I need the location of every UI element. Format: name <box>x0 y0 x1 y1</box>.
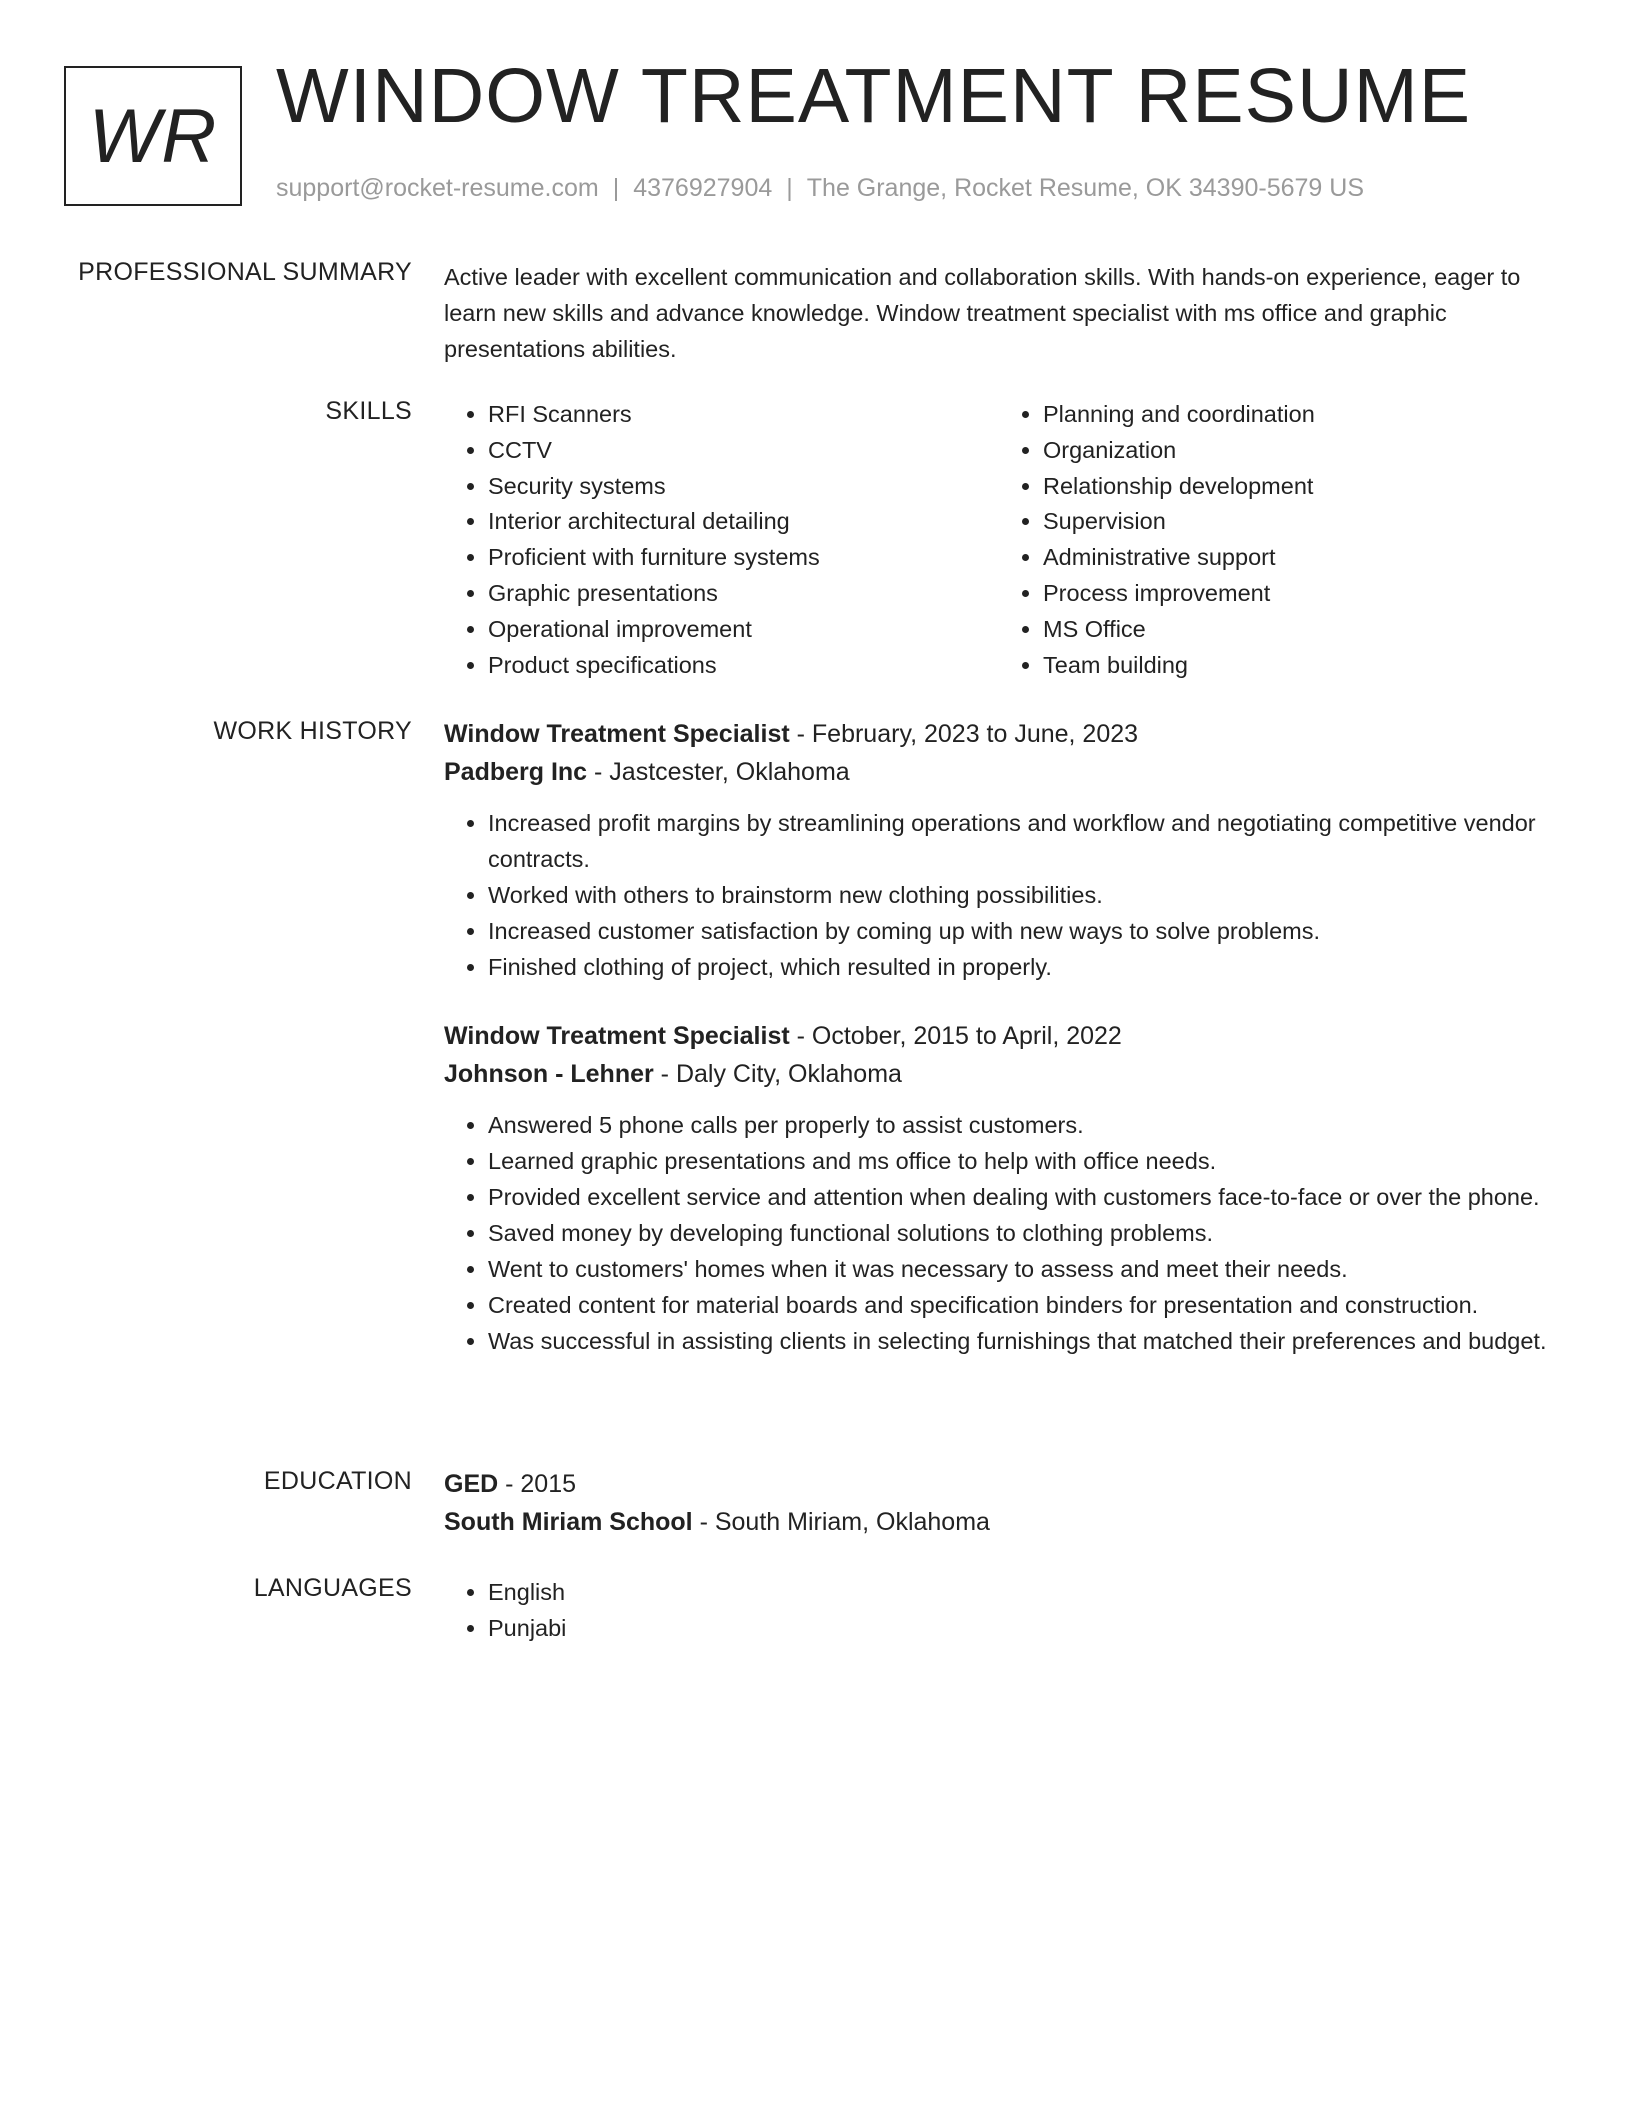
skill-item: • Proficient with furniture systems <box>488 540 999 576</box>
job-location: - Jastcester, Oklahoma <box>587 758 850 786</box>
job-bullet: • Saved money by developing functional solutions to clothing problems. <box>488 1215 1554 1251</box>
contact-phone[interactable]: 4376927904 <box>633 174 773 202</box>
skill-item: • RFI Scanners <box>488 397 999 433</box>
skill-item: • Interior architectural detailing <box>488 504 999 540</box>
skills-list-right <box>999 397 1554 683</box>
contact-separator: | <box>612 174 620 202</box>
job-company: Padberg Inc <box>444 758 588 786</box>
contact-email[interactable]: support@rocket-resume.com <box>276 174 599 202</box>
language-item: • English <box>488 1574 1554 1610</box>
skill-item: • Security systems <box>488 469 999 505</box>
job-bullet: • Learned graphic presentations and ms office to help with office needs. <box>488 1143 1554 1179</box>
job-bullet: • Created content for material boards and specification binders for presentation and construction. <box>488 1287 1554 1323</box>
work-history-heading: WORK HISTORY <box>213 717 412 745</box>
job-bullet: • Worked with others to brainstorm new clothing possibilities. <box>488 877 1554 913</box>
skill-item: • Planning and coordination <box>1043 397 1554 433</box>
skill-item: • Graphic presentations <box>488 576 999 612</box>
job-bullet: • Increased customer satisfaction by coming up with new ways to solve problems. <box>488 913 1554 949</box>
education-body <box>444 1465 1554 1541</box>
resume-title: WINDOW TREATMENT RESUME <box>276 53 1472 139</box>
contact-separator: | <box>786 174 793 202</box>
job-bullet: • Provided excellent service and attention when dealing with customers face-to-face or over the phone. <box>488 1179 1554 1215</box>
languages-list <box>444 1574 1554 1646</box>
skill-item: • Administrative support <box>1043 540 1554 576</box>
job-entry <box>444 1017 1554 1359</box>
job-bullet: • Was successful in assisting clients in selecting furnishings that matched their preferences and budget. <box>488 1323 1554 1359</box>
summary-heading: PROFESSIONAL SUMMARY <box>78 258 412 286</box>
skills-heading: SKILLS <box>325 397 412 425</box>
school-location: - South Miriam, Oklahoma <box>692 1508 990 1536</box>
skill-item: • Relationship development <box>1043 469 1554 505</box>
job-bullet: • Answered 5 phone calls per properly to assist customers. <box>488 1107 1554 1143</box>
skills-columns <box>444 397 1554 683</box>
work-history-body <box>444 715 1554 1359</box>
job-title: Window Treatment Specialist <box>444 720 790 748</box>
job-title-line <box>444 715 1554 753</box>
school-name: South Miriam School <box>444 1508 693 1536</box>
job-company: Johnson - Lehner <box>444 1060 654 1088</box>
skills-list-left <box>444 397 999 683</box>
monogram-initials: WR <box>88 93 218 179</box>
language-item: • Punjabi <box>488 1610 1554 1646</box>
degree-line <box>444 1465 1554 1503</box>
job-bullets <box>444 1107 1554 1359</box>
skill-item: • Process improvement <box>1043 576 1554 612</box>
job-entry <box>444 715 1554 985</box>
skill-item: • Organization <box>1043 433 1554 469</box>
job-bullet: • Went to customers' homes when it was necessary to assess and meet their needs. <box>488 1251 1554 1287</box>
contact-line <box>276 174 1364 203</box>
education-heading: EDUCATION <box>263 1467 412 1495</box>
job-title-line <box>444 1017 1554 1055</box>
job-dates: - October, 2015 to April, 2022 <box>789 1022 1122 1050</box>
degree: GED <box>444 1470 499 1498</box>
job-bullet: • Finished clothing of project, which resulted in properly. <box>488 949 1554 985</box>
degree-year: - 2015 <box>498 1470 577 1498</box>
job-title: Window Treatment Specialist <box>444 1022 790 1050</box>
languages-body <box>444 1574 1554 1646</box>
monogram-box <box>64 66 242 206</box>
skill-item: • Supervision <box>1043 504 1554 540</box>
summary-text: Active leader with excellent communication and collaboration skills. With hands-on experience, eager to learn new skills and advance knowledge. Window treatment specialist with ms office and graphic presentations abilities. <box>444 264 1521 362</box>
contact-address: The Grange, Rocket Resume, OK 34390-5679 US <box>806 174 1365 202</box>
skill-item: • CCTV <box>488 433 999 469</box>
job-company-line <box>444 1055 1554 1093</box>
job-bullet: • Increased profit margins by streamlining operations and workflow and negotiating competitive vendor contracts. <box>488 805 1554 877</box>
languages-heading: LANGUAGES <box>253 1574 412 1602</box>
skill-item: • Operational improvement <box>488 612 999 648</box>
job-location: - Daly City, Oklahoma <box>653 1060 902 1088</box>
job-dates: - February, 2023 to June, 2023 <box>789 720 1139 748</box>
skill-item: • MS Office <box>1043 612 1554 648</box>
skill-item: • Team building <box>1043 648 1554 684</box>
job-bullets <box>444 805 1554 985</box>
job-company-line <box>444 753 1554 791</box>
school-line <box>444 1503 1554 1541</box>
skill-item: • Product specifications <box>488 648 999 684</box>
